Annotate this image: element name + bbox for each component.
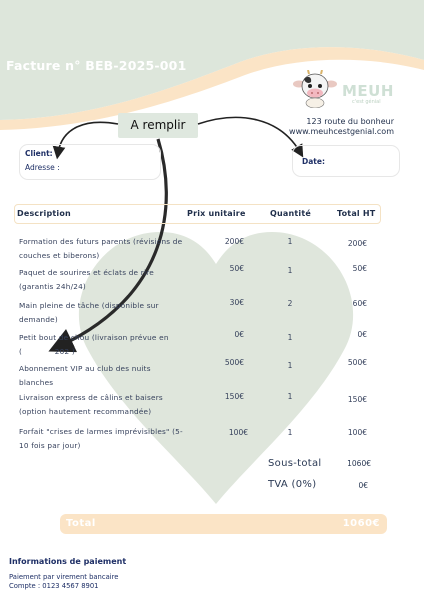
table-row	[19, 331, 191, 359]
table-row	[19, 266, 191, 294]
payment-title: Informations de paiement	[9, 557, 127, 566]
col-description: Description	[17, 209, 71, 218]
row-unit-price: 200€	[224, 237, 244, 246]
row-description-line1: Livraison express de câlins et baisers	[19, 393, 163, 402]
row-quantity: 1	[287, 428, 293, 437]
row-description-line2: demande)	[19, 315, 58, 324]
row-description-line1: Paquet de sourires et éclats de rire	[19, 268, 154, 277]
client-label: Client:	[25, 149, 53, 158]
row-description-line1: Main pleine de tâche (disponible sur	[19, 301, 159, 310]
row-description-line2: blanches	[19, 378, 54, 387]
table-row	[19, 362, 191, 390]
payment-method: Paiement par virement bancaire	[9, 573, 119, 581]
row-unit-price: 100€	[228, 428, 248, 437]
table-row	[19, 425, 191, 453]
row-description-line2: 10 fois par jour)	[19, 441, 81, 450]
row-unit-price: 30€	[229, 298, 244, 307]
row-total: 100€	[347, 428, 367, 437]
row-total: 500€	[347, 358, 367, 367]
col-quantity: Quantité	[270, 209, 312, 218]
table-row	[19, 235, 191, 263]
date-label: Date:	[302, 157, 325, 166]
company-address: 123 route du bonheur	[306, 117, 394, 126]
row-total: 0€	[357, 330, 367, 339]
row-description-line2: (option hautement recommandée)	[19, 407, 152, 416]
row-description-line2: ( 202 )	[19, 347, 75, 356]
company-website: www.meuhcestgenial.com	[289, 127, 394, 136]
subtotal-label: Sous-total	[268, 458, 322, 469]
row-quantity: 1	[287, 392, 293, 401]
payment-account: Compte : 0123 4567 8901	[9, 582, 99, 590]
table-row	[19, 299, 191, 327]
row-total: 200€	[347, 239, 367, 248]
row-unit-price: 150€	[224, 392, 244, 401]
invoice-title: Facture n° BEB-2025-001	[6, 58, 187, 73]
total-value: 1060€	[342, 518, 380, 529]
row-total: 150€	[347, 395, 367, 404]
row-total: 60€	[352, 299, 367, 308]
table-row	[19, 391, 191, 419]
client-address-label: Adresse :	[25, 163, 60, 172]
row-description-line2: (garantis 24h/24)	[19, 282, 86, 291]
logo-tagline: c'est génial	[352, 99, 381, 105]
subtotal-value: 1060€	[347, 459, 371, 468]
row-description-line1: Formation des futurs parents (révisions de	[19, 237, 183, 246]
row-description-line1: Petit bout de chou (livraison prévue en	[19, 333, 169, 342]
row-description-line2: couches et biberons)	[19, 251, 100, 260]
row-quantity: 1	[287, 333, 293, 342]
fill-in-callout: A remplir	[118, 113, 198, 138]
row-quantity: 1	[287, 237, 293, 246]
row-unit-price: 50€	[229, 264, 244, 273]
col-total-ht: Total HT	[337, 209, 376, 218]
row-description-line1: Abonnement VIP au club des nuits	[19, 364, 151, 373]
tva-label: TVA (0%)	[268, 479, 317, 490]
logo-wordmark: MEUH	[342, 82, 394, 100]
row-unit-price: 500€	[224, 358, 244, 367]
tva-value: 0€	[358, 481, 368, 490]
col-unit-price: Prix unitaire	[187, 209, 246, 218]
row-unit-price: 0€	[234, 330, 244, 339]
row-quantity: 1	[287, 361, 293, 370]
row-description-line1: Forfait "crises de larmes imprévisibles" (5-	[19, 427, 183, 436]
row-quantity: 1	[287, 266, 293, 275]
total-label: Total	[66, 518, 96, 529]
row-quantity: 2	[287, 299, 293, 308]
row-total: 50€	[352, 264, 367, 273]
